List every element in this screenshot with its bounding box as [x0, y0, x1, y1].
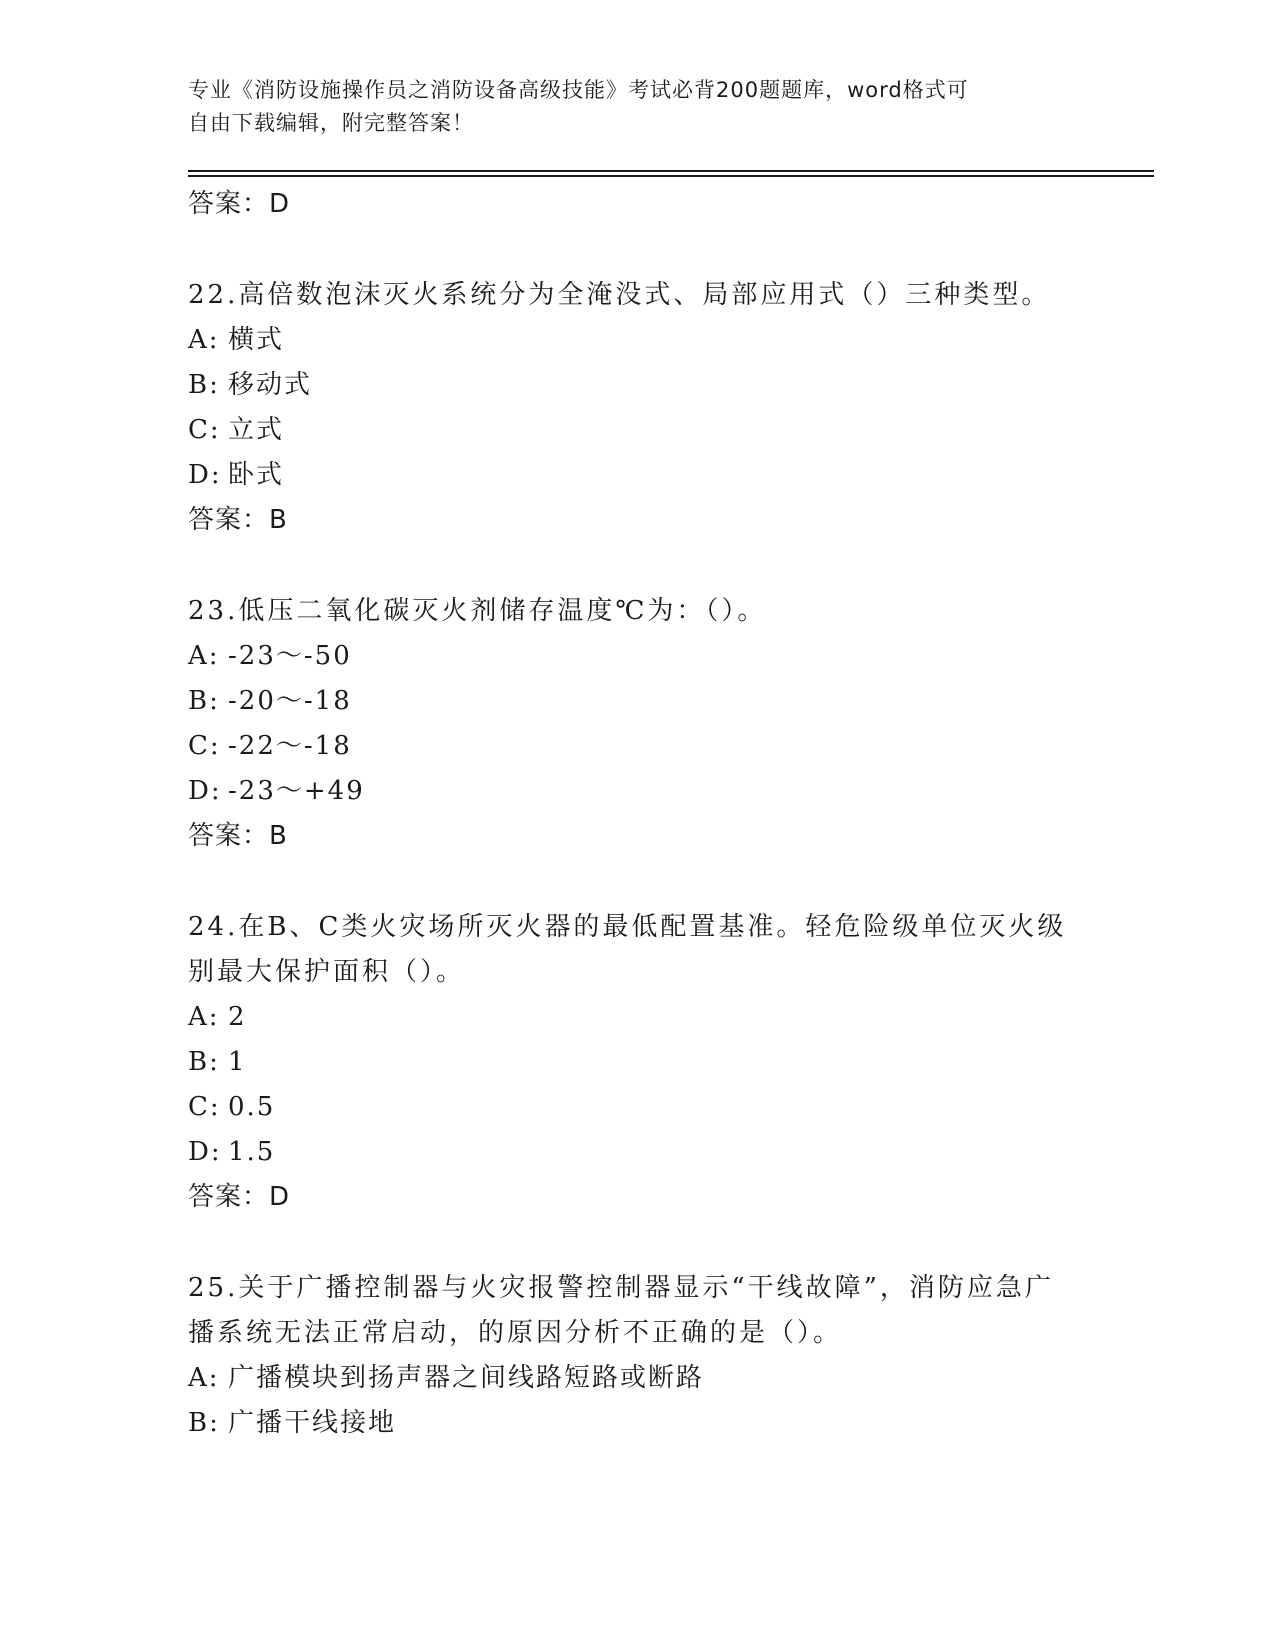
question-22 — [188, 273, 1088, 543]
option-text: 横式 — [228, 325, 285, 355]
option-letter: D: — [188, 460, 222, 490]
option-d — [188, 769, 1088, 814]
option-text: 1 — [228, 1047, 247, 1077]
option-letter: A: — [188, 325, 220, 355]
header-rule-bottom — [188, 175, 1154, 177]
option-text: 0.5 — [228, 1092, 276, 1122]
option-letter: D: — [188, 776, 222, 806]
option-b — [188, 363, 1088, 408]
option-letter: A: — [188, 641, 220, 671]
option-letter: B: — [188, 1047, 220, 1077]
option-text: -23～+49 — [228, 776, 365, 806]
option-text: -20～-18 — [228, 686, 352, 716]
question-text: 22.高倍数泡沫灭火系统分为全淹没式、局部应用式（）三种类型。 — [188, 280, 1051, 310]
option-b — [188, 679, 1088, 724]
option-text: 卧式 — [228, 460, 285, 490]
option-letter: A: — [188, 1002, 220, 1032]
header-rule-top — [188, 170, 1154, 172]
spacer — [188, 227, 1088, 273]
question-25 — [188, 1266, 1088, 1446]
spacer — [188, 859, 1088, 905]
option-text: 立式 — [228, 415, 285, 445]
document-header — [188, 74, 1088, 140]
answer-prev: 答案：D — [188, 189, 291, 219]
option-letter: D: — [188, 1137, 222, 1167]
option-a — [188, 995, 1088, 1040]
question-24 — [188, 905, 1088, 1220]
question-text: 23.低压二氧化碳灭火剂储存温度℃为：（）。 — [188, 596, 767, 626]
option-c — [188, 408, 1088, 453]
question-text-line-2: 别最大保护面积（）。 — [188, 957, 466, 987]
spacer — [188, 543, 1088, 589]
question-text-line-2: 播系统无法正常启动，的原因分析不正确的是（）。 — [188, 1318, 843, 1348]
option-letter: C: — [188, 731, 221, 761]
header-line-1: 专业《消防设施操作员之消防设备高级技能》考试必背200题题库，word格式可 — [188, 78, 969, 102]
option-text: 移动式 — [228, 370, 313, 400]
option-c — [188, 1085, 1088, 1130]
option-text: -23～-50 — [228, 641, 352, 671]
spacer — [188, 1220, 1088, 1266]
question-list — [188, 182, 1088, 1446]
option-letter: C: — [188, 415, 221, 445]
option-text: 广播模块到扬声器之间线路短路或断路 — [228, 1363, 705, 1393]
option-b — [188, 1401, 1088, 1446]
header-line-2: 自由下载编辑，附完整答案！ — [188, 111, 474, 135]
option-letter: B: — [188, 1408, 220, 1438]
option-b — [188, 1040, 1088, 1085]
option-text: 广播干线接地 — [228, 1408, 397, 1438]
answer: 答案：D — [188, 1182, 291, 1212]
option-text: -22～-18 — [228, 731, 352, 761]
option-letter: B: — [188, 686, 220, 716]
option-text: 1.5 — [228, 1137, 276, 1167]
option-a — [188, 1356, 1088, 1401]
option-letter: B: — [188, 370, 220, 400]
option-a — [188, 318, 1088, 363]
question-23 — [188, 589, 1088, 859]
answer: 答案：B — [188, 505, 288, 535]
option-letter: A: — [188, 1363, 220, 1393]
option-d — [188, 1130, 1088, 1175]
option-letter: C: — [188, 1092, 221, 1122]
option-c — [188, 724, 1088, 769]
option-a — [188, 634, 1088, 679]
option-d — [188, 453, 1088, 498]
answer: 答案：B — [188, 821, 288, 851]
question-text-line-1: 25.关于广播控制器与火灾报警控制器显示“干线故障”，消防应急广 — [188, 1273, 1054, 1303]
option-text: 2 — [228, 1002, 247, 1032]
question-text-line-1: 24.在B、C类火灾场所灭火器的最低配置基准。轻危险级单位灭火级 — [188, 912, 1067, 942]
